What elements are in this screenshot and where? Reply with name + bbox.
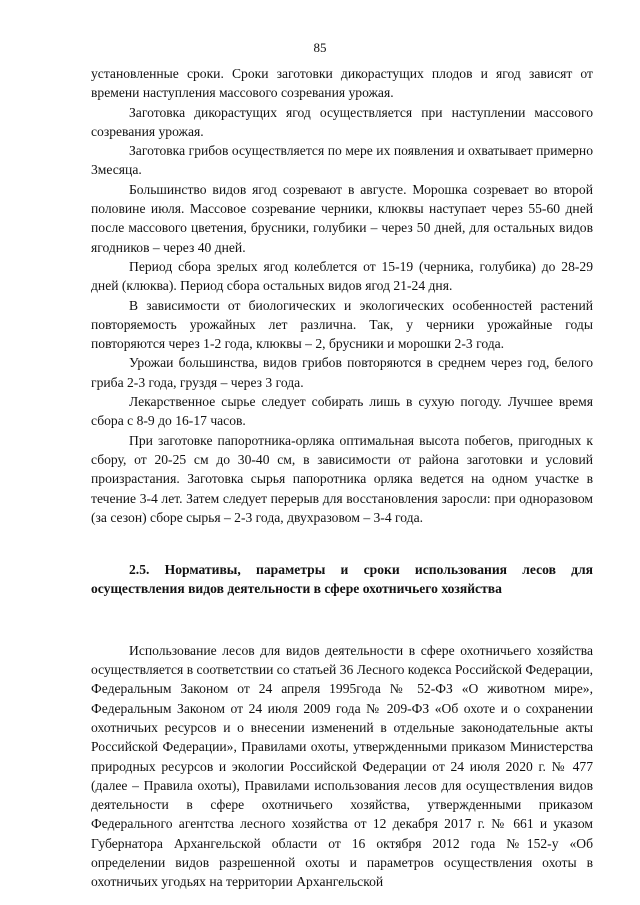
paragraph-continued: установленные сроки. Сроки заготовки дикорастущих плодов и ягод зависят от времени наступления массового созревания урожая. xyxy=(91,66,593,101)
page-number: 85 xyxy=(313,40,327,55)
paragraph-mushrooms-harvest: Заготовка грибов осуществляется по мере их появления и охватывает примерно 3месяца. xyxy=(91,143,593,178)
paragraph-hunting-use: Использование лесов для видов деятельности в сфере охотничьего хозяйства осуществляется в соответствии со статьей 36 Лесного кодекса Российской Федерации, Федеральным Законом от 24 апреля 1995года № 52-ФЗ «О животном мире», Федеральным Законом от 24 июля 2009 года № 209-ФЗ «Об охоте и о сохранении охотничьих ресурсов и о внесении изменений в отдельные законодательные акты Российской Федерации», Правилами охоты, утвержденными приказом Министерства природных ресурсов и экологии Российской Федерации от 24 июля 2020 г. № 477 (далее – Правила охоты), Правилами использования лесов для осуществления видов деятельности в сфере охотничьего хозяйства, утвержденными приказом Федерального агентства лесного хозяйства от 12 декабря 2017 г. № 661 и указом Губернатора Архангельской области от 16 октября 2012 года №152-у «Об определении видов разрешенной охоты и параметров осуществления охоты в охотничьих угодьях на территории Архангельской xyxy=(91,642,593,890)
paragraph-mushroom-yields: Урожаи большинства, видов грибов повторяются в среднем через год, белого гриба 2-3 года, груздя – через 3 года. xyxy=(91,355,593,390)
paragraph-bracken-fern: При заготовке папоротника-орляка оптимальная высота побегов, пригодных к сбору, от 20-25 см до 30-40 см, в зависимости от района заготовки и условий произрастания. Заготовка сырья папоротника орляка ведется на одном участке в течение 3-4 лет. Затем следует перерыв для восстановления заросли: при одноразовом (за сезон) сборе сырья – 2-3 года, двухразовом – 3-4 года. xyxy=(91,432,593,525)
paragraph-picking-period: Период сбора зрелых ягод колеблется от 15-19 (черника, голубика) до 28-29 дней (клюква). Период сбора остальных видов ягод 21-24 дня. xyxy=(91,258,593,294)
paragraph-yield-recurrence: В зависимости от биологических и экологических особенностей растений повторяемость урожайных лет различна. Так, у черники урожайные годы повторяются через 1-2 года, клюквы – 2, брусники и морошки 2-3 года. xyxy=(91,297,593,352)
page-body xyxy=(91,64,593,892)
paragraph-berry-ripening: Большинство видов ягод созревают в августе. Морошка созревает во второй половине июля. Массовое созревание черники, клюквы наступает через 55-60 дней после массового цветения, брусники, голубики – через 50 дней, для остальных видов ягодников – через 40 дней. xyxy=(91,181,593,255)
section-heading: 2.5. Нормативы, параметры и сроки использования лесов для осуществления видов деятельности в сфере охотничьего хозяйства xyxy=(91,562,593,597)
paragraph-medicinal-raw: Лекарственное сырье следует собирать лишь в сухую погоду. Лучшее время сбора с 8-9 до 16-17 часов. xyxy=(91,394,593,429)
paragraph-berries-harvest: Заготовка дикорастущих ягод осуществляется при наступлении массового созревания урожая. xyxy=(91,104,593,139)
